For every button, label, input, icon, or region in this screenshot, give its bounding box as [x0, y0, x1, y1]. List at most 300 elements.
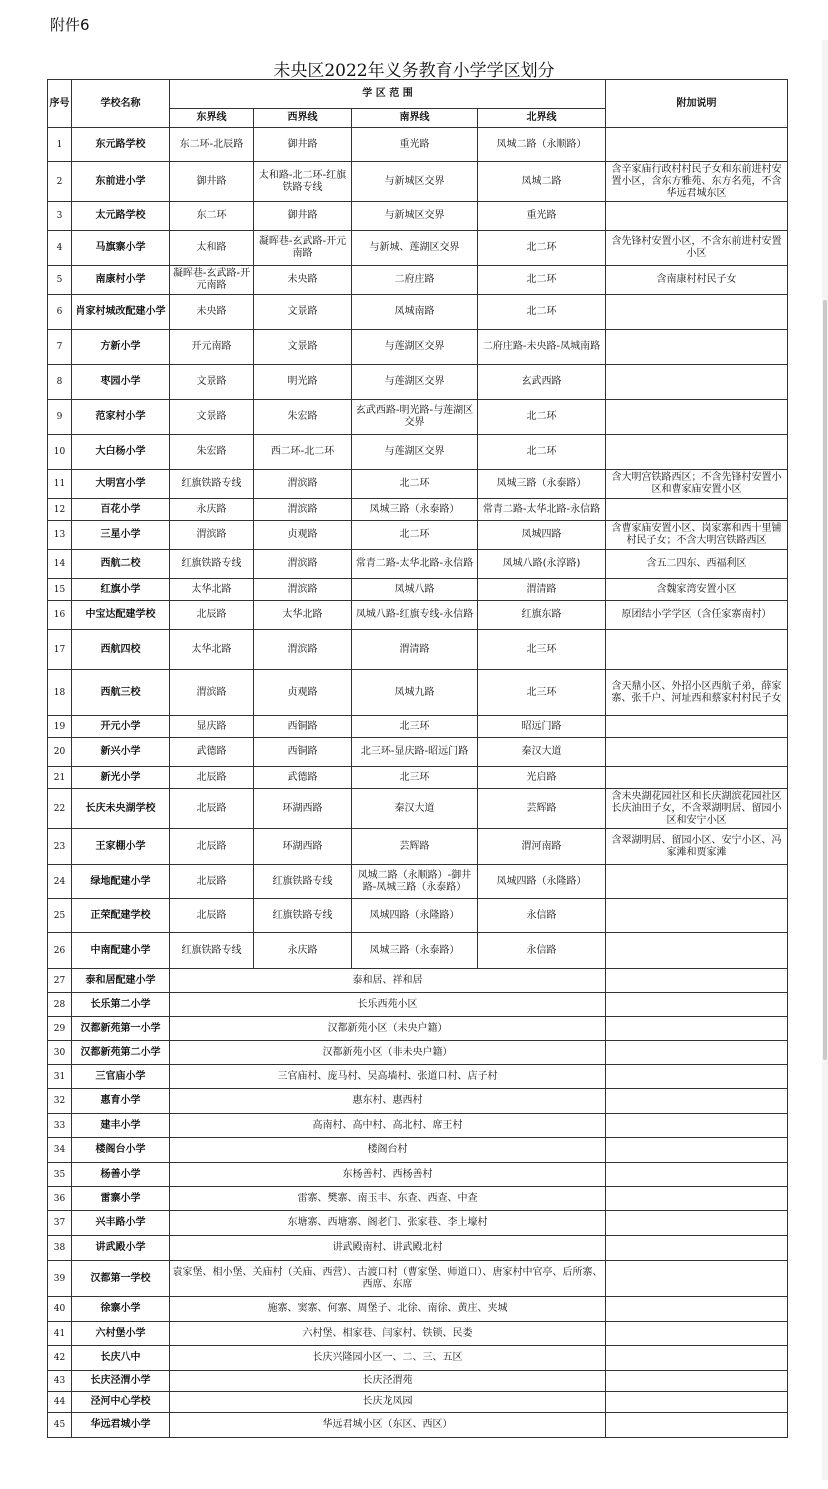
- west-boundary: 文景路: [254, 330, 352, 365]
- west-boundary: 太华北路: [254, 601, 352, 630]
- school-name: 雷寨小学: [72, 1187, 170, 1211]
- district-range: 惠东村、惠西村: [170, 1089, 606, 1114]
- school-name: 肖家村城改配建小学: [72, 295, 170, 330]
- row-number: 36: [48, 1187, 72, 1211]
- south-boundary: 凤城八路: [352, 579, 478, 601]
- east-boundary: 东二环-北辰路: [170, 128, 254, 162]
- east-boundary: 朱宏路: [170, 435, 254, 470]
- row-number: 27: [48, 969, 72, 993]
- header-no: 序号: [48, 80, 72, 128]
- south-boundary: 凤城四路（永隆路）: [352, 899, 478, 933]
- south-boundary: 芸辉路: [352, 829, 478, 865]
- note: [606, 1163, 788, 1187]
- west-boundary: 未央路: [254, 266, 352, 295]
- school-name: 大白杨小学: [72, 435, 170, 470]
- row-number: 38: [48, 1236, 72, 1261]
- row-number: 10: [48, 435, 72, 470]
- north-boundary: 北二环: [478, 295, 606, 330]
- row-number: 25: [48, 899, 72, 933]
- header-row: [48, 80, 788, 109]
- note: [606, 738, 788, 767]
- table-row: [48, 630, 788, 670]
- scrollbar-thumb[interactable]: [823, 300, 827, 1060]
- north-boundary: 凤城三路（永泰路）: [478, 470, 606, 499]
- table-row: [48, 499, 788, 521]
- school-name: 西航二校: [72, 550, 170, 579]
- east-boundary: 渭滨路: [170, 670, 254, 716]
- south-boundary: 凤城南路: [352, 295, 478, 330]
- note: [606, 128, 788, 162]
- note: 含翠湖明居、留园小区、安宁小区、冯家滩和贾家滩: [606, 829, 788, 865]
- south-boundary: 凤城九路: [352, 670, 478, 716]
- school-name: 汉都第一学校: [72, 1261, 170, 1297]
- school-name: 王家棚小学: [72, 829, 170, 865]
- note: [606, 1041, 788, 1065]
- table-row: [48, 162, 788, 202]
- table-row: [48, 1017, 788, 1041]
- note: 含未央湖花园社区和长庆湖滨花园社区长庆油田子女，不含翠湖明居、留园小区和安宁小区: [606, 789, 788, 829]
- note: 含大明宫铁路西区；不含先锋村安置小区和曹家庙安置小区: [606, 470, 788, 499]
- west-boundary: 渭滨路: [254, 499, 352, 521]
- table-row: [48, 601, 788, 630]
- south-boundary: 与莲湖区交界: [352, 435, 478, 470]
- east-boundary: 北辰路: [170, 829, 254, 865]
- district-range: 讲武殿南村、讲武殿北村: [170, 1236, 606, 1261]
- school-name: 楼阁台小学: [72, 1138, 170, 1163]
- school-name: 东前进小学: [72, 162, 170, 202]
- district-range: 泰和居、祥和居: [170, 969, 606, 993]
- table-row: [48, 829, 788, 865]
- west-boundary: 渭滨路: [254, 630, 352, 670]
- school-name: 范家村小学: [72, 400, 170, 435]
- note: [606, 969, 788, 993]
- school-name: 汉都新苑第一小学: [72, 1017, 170, 1041]
- note: [606, 993, 788, 1017]
- south-boundary: 常青二路-太华北路-永信路: [352, 550, 478, 579]
- north-boundary: 北二环: [478, 266, 606, 295]
- row-number: 35: [48, 1163, 72, 1187]
- west-boundary: 文景路: [254, 295, 352, 330]
- row-number: 9: [48, 400, 72, 435]
- table-row: [48, 670, 788, 716]
- south-boundary: 北二环: [352, 470, 478, 499]
- table-row: [48, 1346, 788, 1371]
- table-row: [48, 330, 788, 365]
- row-number: 14: [48, 550, 72, 579]
- row-number: 45: [48, 1413, 72, 1438]
- south-boundary: 凤城二路（永顺路）-御井路-凤城三路（永泰路）: [352, 865, 478, 899]
- row-number: 12: [48, 499, 72, 521]
- west-boundary: 渭滨路: [254, 470, 352, 499]
- row-number: 24: [48, 865, 72, 899]
- row-number: 15: [48, 579, 72, 601]
- school-name: 西航四校: [72, 630, 170, 670]
- east-boundary: 北辰路: [170, 601, 254, 630]
- west-boundary: 环湖西路: [254, 789, 352, 829]
- table-body: [48, 80, 788, 1438]
- district-range: 长庆龙凤园: [170, 1392, 606, 1413]
- west-boundary: 红旗铁路专线: [254, 899, 352, 933]
- note: [606, 899, 788, 933]
- south-boundary: 渭清路: [352, 630, 478, 670]
- east-boundary: 太华北路: [170, 579, 254, 601]
- west-boundary: 西二环-北二环: [254, 435, 352, 470]
- row-number: 28: [48, 993, 72, 1017]
- east-boundary: 永庆路: [170, 499, 254, 521]
- row-number: 3: [48, 202, 72, 231]
- school-name: 枣园小学: [72, 365, 170, 400]
- east-boundary: 红旗铁路专线: [170, 550, 254, 579]
- district-range: 楼阁台村: [170, 1138, 606, 1163]
- table-row: [48, 128, 788, 162]
- table-row: [48, 295, 788, 330]
- school-name: 徐寨小学: [72, 1297, 170, 1322]
- district-range: 六村堡、相家巷、闫家村、铁锁、民娄: [170, 1322, 606, 1346]
- south-boundary: 与新城区交界: [352, 202, 478, 231]
- west-boundary: 渭滨路: [254, 579, 352, 601]
- north-boundary: 光启路: [478, 767, 606, 789]
- north-boundary: 凤城二路（永顺路）: [478, 128, 606, 162]
- north-boundary: 永信路: [478, 899, 606, 933]
- table-row: [48, 933, 788, 969]
- note: [606, 1017, 788, 1041]
- school-name: 建丰小学: [72, 1114, 170, 1138]
- row-number: 18: [48, 670, 72, 716]
- west-boundary: 环湖西路: [254, 829, 352, 865]
- table-row: [48, 1065, 788, 1089]
- school-name: 杨善小学: [72, 1163, 170, 1187]
- school-name: 开元小学: [72, 716, 170, 738]
- row-number: 6: [48, 295, 72, 330]
- east-boundary: 武德路: [170, 738, 254, 767]
- north-boundary: 北三环: [478, 670, 606, 716]
- north-boundary: 渭清路: [478, 579, 606, 601]
- north-boundary: 凤城二路: [478, 162, 606, 202]
- table-row: [48, 1163, 788, 1187]
- east-boundary: 太和路: [170, 231, 254, 266]
- note: [606, 1392, 788, 1413]
- south-boundary: 北三环-显庆路-昭远门路: [352, 738, 478, 767]
- east-boundary: 文景路: [170, 365, 254, 400]
- school-name: 西航三校: [72, 670, 170, 716]
- school-name: 新兴小学: [72, 738, 170, 767]
- row-number: 34: [48, 1138, 72, 1163]
- table-row: [48, 1114, 788, 1138]
- school-name: 讲武殿小学: [72, 1236, 170, 1261]
- row-number: 44: [48, 1392, 72, 1413]
- school-name: 泰和居配建小学: [72, 969, 170, 993]
- school-name: 百花小学: [72, 499, 170, 521]
- table-row: [48, 1187, 788, 1211]
- south-boundary: 与莲湖区交界: [352, 365, 478, 400]
- district-range: 长庆泾渭苑: [170, 1371, 606, 1392]
- table-row: [48, 521, 788, 550]
- south-boundary: 与新城区交界: [352, 162, 478, 202]
- note: 含辛家庙行政村村民子女和东前进村安置小区，含东方雅苑、东方名苑，不含华远君城东区: [606, 162, 788, 202]
- note: [606, 1065, 788, 1089]
- row-number: 30: [48, 1041, 72, 1065]
- west-boundary: 渭滨路: [254, 550, 352, 579]
- south-boundary: 凤城八路-红旗专线-永信路: [352, 601, 478, 630]
- row-number: 23: [48, 829, 72, 865]
- note: 含天鼎小区、外招小区西航子弟，薛家寨、张千户、河址西和蔡家村村民子女: [606, 670, 788, 716]
- table-row: [48, 1041, 788, 1065]
- row-number: 32: [48, 1089, 72, 1114]
- note: [606, 330, 788, 365]
- table-row: [48, 202, 788, 231]
- district-range: 东杨善村、西杨善村: [170, 1163, 606, 1187]
- west-boundary: 明光路: [254, 365, 352, 400]
- row-number: 40: [48, 1297, 72, 1322]
- school-name: 泾河中心学校: [72, 1392, 170, 1413]
- row-number: 37: [48, 1211, 72, 1236]
- row-number: 4: [48, 231, 72, 266]
- west-boundary: 红旗铁路专线: [254, 865, 352, 899]
- note: [606, 630, 788, 670]
- north-boundary: 红旗东路: [478, 601, 606, 630]
- note: [606, 933, 788, 969]
- east-boundary: 凝晖巷-玄武路-开元南路: [170, 266, 254, 295]
- table-row: [48, 969, 788, 993]
- table-row: [48, 865, 788, 899]
- school-name: 六村堡小学: [72, 1322, 170, 1346]
- table-row: [48, 993, 788, 1017]
- school-name: 华远君城小学: [72, 1413, 170, 1438]
- district-range: 雷寨、樊寨、南玉丰、东查、西查、中查: [170, 1187, 606, 1211]
- note: [606, 435, 788, 470]
- table-row: [48, 579, 788, 601]
- school-name: 大明宫小学: [72, 470, 170, 499]
- south-boundary: 北三环: [352, 767, 478, 789]
- east-boundary: 开元南路: [170, 330, 254, 365]
- row-number: 20: [48, 738, 72, 767]
- north-boundary: 昭远门路: [478, 716, 606, 738]
- school-name: 方新小学: [72, 330, 170, 365]
- note: 含先锋村安置小区，不含东前进村安置小区: [606, 231, 788, 266]
- table-row: [48, 1236, 788, 1261]
- note: [606, 499, 788, 521]
- district-range: 长庆兴隆园小区一、二、三、五区: [170, 1346, 606, 1371]
- north-boundary: 秦汉大道: [478, 738, 606, 767]
- attachment-label: 附件6: [50, 16, 90, 34]
- note: [606, 767, 788, 789]
- south-boundary: 北三环: [352, 716, 478, 738]
- header-name: 学校名称: [72, 80, 170, 128]
- table-row: [48, 1089, 788, 1114]
- south-boundary: 玄武西路-明光路-与莲湖区交界: [352, 400, 478, 435]
- note: [606, 1413, 788, 1438]
- north-boundary: 永信路: [478, 933, 606, 969]
- note: [606, 202, 788, 231]
- note: [606, 865, 788, 899]
- row-number: 17: [48, 630, 72, 670]
- south-boundary: 与新城、莲湖区交界: [352, 231, 478, 266]
- west-boundary: 御井路: [254, 202, 352, 231]
- row-number: 26: [48, 933, 72, 969]
- note: [606, 1211, 788, 1236]
- table-row: [48, 435, 788, 470]
- district-range: 华远君城小区（东区、西区）: [170, 1413, 606, 1438]
- table-row: [48, 1138, 788, 1163]
- note: [606, 400, 788, 435]
- row-number: 5: [48, 266, 72, 295]
- row-number: 39: [48, 1261, 72, 1297]
- note: 含曹家庙安置小区、岗家寨和西十里铺村民子女；不含大明宫铁路西区: [606, 521, 788, 550]
- south-boundary: 重光路: [352, 128, 478, 162]
- school-name: 中南配建小学: [72, 933, 170, 969]
- district-range: 三官庙村、庞马村、吴高墙村、张道口村、店子村: [170, 1065, 606, 1089]
- north-boundary: 凤城四路: [478, 521, 606, 550]
- table-row: [48, 716, 788, 738]
- east-boundary: 显庆路: [170, 716, 254, 738]
- south-boundary: 凤城三路（永泰路）: [352, 933, 478, 969]
- west-boundary: 贞观路: [254, 521, 352, 550]
- note: 原团结小学学区（含任家寨南村）: [606, 601, 788, 630]
- row-number: 16: [48, 601, 72, 630]
- header-note: 附加说明: [606, 80, 788, 128]
- table-row: [48, 1371, 788, 1392]
- row-number: 1: [48, 128, 72, 162]
- east-boundary: 北辰路: [170, 899, 254, 933]
- note: [606, 1346, 788, 1371]
- west-boundary: 朱宏路: [254, 400, 352, 435]
- north-boundary: 凤城四路（永隆路）: [478, 865, 606, 899]
- district-range: 长乐西苑小区: [170, 993, 606, 1017]
- east-boundary: 文景路: [170, 400, 254, 435]
- school-name: 马旗寨小学: [72, 231, 170, 266]
- header-range: 学 区 范 围: [170, 80, 606, 109]
- note: 含南康村村民子女: [606, 266, 788, 295]
- note: [606, 1187, 788, 1211]
- district-range: 施寨、窦寨、何寨、周堡子、北徐、南徐、黄庄、夹城: [170, 1297, 606, 1322]
- note: [606, 365, 788, 400]
- west-boundary: 武德路: [254, 767, 352, 789]
- school-name: 长乐第二小学: [72, 993, 170, 1017]
- school-name: 长庆八中: [72, 1346, 170, 1371]
- south-boundary: 与莲湖区交界: [352, 330, 478, 365]
- west-boundary: 贞观路: [254, 670, 352, 716]
- row-number: 29: [48, 1017, 72, 1041]
- row-number: 42: [48, 1346, 72, 1371]
- north-boundary: 北三环: [478, 630, 606, 670]
- north-boundary: 北二环: [478, 400, 606, 435]
- school-name: 红旗小学: [72, 579, 170, 601]
- district-range: 袁家堡、相小堡、关庙村（关庙、西营）、古渡口村（曹家堡、师道口）、唐家村中官亭、后所寨、西席、东席: [170, 1261, 606, 1297]
- table-row: [48, 231, 788, 266]
- table-row: [48, 1297, 788, 1322]
- table-row: [48, 550, 788, 579]
- header-south: 南界线: [352, 109, 478, 128]
- table-row: [48, 470, 788, 499]
- row-number: 2: [48, 162, 72, 202]
- east-boundary: 红旗铁路专线: [170, 470, 254, 499]
- row-number: 41: [48, 1322, 72, 1346]
- note: 含五二四东、西福利区: [606, 550, 788, 579]
- header-north: 北界线: [478, 109, 606, 128]
- district-range: 高南村、高中村、高北村、席王村: [170, 1114, 606, 1138]
- note: 含魏家湾安置小区: [606, 579, 788, 601]
- table-row: [48, 1392, 788, 1413]
- west-boundary: 西铜路: [254, 738, 352, 767]
- table-row: [48, 1211, 788, 1236]
- table-row: [48, 266, 788, 295]
- south-boundary: 凤城三路（永泰路）: [352, 499, 478, 521]
- north-boundary: 玄武西路: [478, 365, 606, 400]
- note: [606, 1236, 788, 1261]
- district-range: 汉都新苑小区（未央户籍）: [170, 1017, 606, 1041]
- school-name: 东元路学校: [72, 128, 170, 162]
- east-boundary: 未央路: [170, 295, 254, 330]
- east-boundary: 红旗铁路专线: [170, 933, 254, 969]
- table-row: [48, 1413, 788, 1438]
- school-name: 惠育小学: [72, 1089, 170, 1114]
- south-boundary: 秦汉大道: [352, 789, 478, 829]
- east-boundary: 太华北路: [170, 630, 254, 670]
- row-number: 19: [48, 716, 72, 738]
- note: [606, 1138, 788, 1163]
- school-name: 三星小学: [72, 521, 170, 550]
- north-boundary: 北二环: [478, 231, 606, 266]
- school-name: 长庆未央湖学校: [72, 789, 170, 829]
- west-boundary: 太和路-北二环-红旗铁路专线: [254, 162, 352, 202]
- school-name: 太元路学校: [72, 202, 170, 231]
- school-name: 南康村小学: [72, 266, 170, 295]
- west-boundary: 凝晖巷-玄武路-开元南路: [254, 231, 352, 266]
- west-boundary: 西铜路: [254, 716, 352, 738]
- district-range: 东塘寨、西塘寨、阁老门、张家巷、李上壕村: [170, 1211, 606, 1236]
- table-row: [48, 899, 788, 933]
- note: [606, 1089, 788, 1114]
- document-title: 未央区2022年义务教育小学学区划分: [273, 61, 555, 81]
- table-row: [48, 1261, 788, 1297]
- north-boundary: 常青二路-太华北路-永信路: [478, 499, 606, 521]
- school-name: 正荣配建学校: [72, 899, 170, 933]
- district-range: 汉都新苑小区（非未央户籍）: [170, 1041, 606, 1065]
- north-boundary: 二府庄路-未央路-凤城南路: [478, 330, 606, 365]
- note: [606, 1297, 788, 1322]
- east-boundary: 北辰路: [170, 789, 254, 829]
- note: [606, 716, 788, 738]
- west-boundary: 御井路: [254, 128, 352, 162]
- note: [606, 295, 788, 330]
- row-number: 7: [48, 330, 72, 365]
- table-row: [48, 365, 788, 400]
- south-boundary: 北二环: [352, 521, 478, 550]
- north-boundary: 重光路: [478, 202, 606, 231]
- table-row: [48, 789, 788, 829]
- row-number: 33: [48, 1114, 72, 1138]
- north-boundary: 北二环: [478, 435, 606, 470]
- school-name: 中宝达配建学校: [72, 601, 170, 630]
- south-boundary: 二府庄路: [352, 266, 478, 295]
- school-name: 兴丰路小学: [72, 1211, 170, 1236]
- note: [606, 1371, 788, 1392]
- header-east: 东界线: [170, 109, 254, 128]
- school-name: 绿地配建小学: [72, 865, 170, 899]
- row-number: 22: [48, 789, 72, 829]
- school-district-table: [47, 79, 788, 1438]
- table-row: [48, 400, 788, 435]
- school-name: 汉都新苑第二小学: [72, 1041, 170, 1065]
- north-boundary: 凤城八路(永淳路): [478, 550, 606, 579]
- school-name: 长庆泾渭小学: [72, 1371, 170, 1392]
- header-west: 西界线: [254, 109, 352, 128]
- note: [606, 1114, 788, 1138]
- row-number: 31: [48, 1065, 72, 1089]
- east-boundary: 北辰路: [170, 865, 254, 899]
- north-boundary: 渭河南路: [478, 829, 606, 865]
- row-number: 8: [48, 365, 72, 400]
